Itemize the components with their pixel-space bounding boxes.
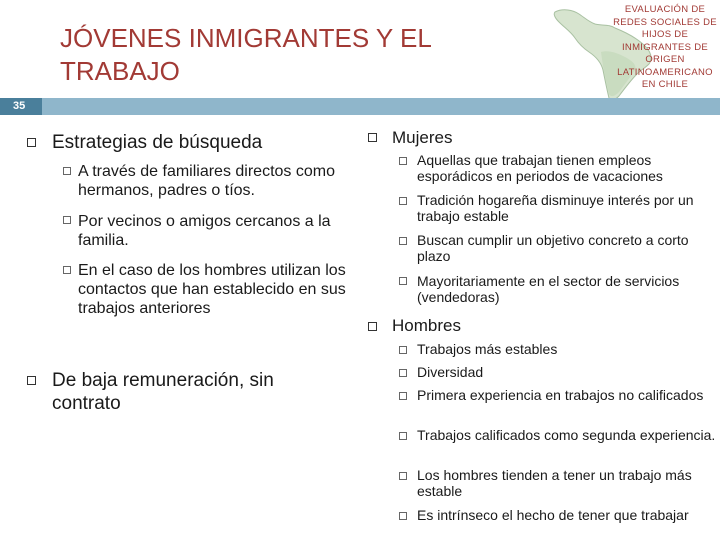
square-bullet-icon [399,157,407,165]
hombres-item: Es intrínseco el hecho de tener que trabajar [417,507,689,523]
mujeres-heading: Mujeres [392,128,453,147]
slide-number: 35 [0,98,42,115]
left-item: En el caso de los hombres utilizan los contactos que han establecido en sus trabajos anteriores [78,262,346,317]
square-bullet-icon [399,392,407,400]
square-bullet-icon [399,512,407,520]
header-bar-highlight [42,98,720,115]
hombres-item: Los hombres tienden a tener un trabajo más estable [417,467,692,499]
left-item: A través de familiares directos como hermanos, padres o tíos. [78,163,335,199]
square-bullet-icon [27,376,36,385]
hombres-item: Diversidad [417,364,484,380]
hombres-heading: Hombres [392,316,461,335]
square-bullet-icon [399,277,407,285]
square-bullet-icon [399,346,407,354]
square-bullet-icon [63,167,71,175]
square-bullet-icon [399,432,407,440]
mujeres-item: Buscan cumplir un objetivo concreto a corto plazo [417,232,689,264]
left-heading-strategies: Estrategias de búsqueda [52,132,263,153]
square-bullet-icon [27,138,36,147]
mujeres-item: Mayoritariamente en el sector de servicios (vendedoras) [417,273,680,305]
slide-title: JÓVENES INMIGRANTES Y EL TRABAJO [60,23,431,86]
slide-subtitle: EVALUACIÓN DE REDES SOCIALES DE HIJOS DE INMIGRANTES DE ORIGEN LATINOAMERICANO EN CHILE [613,4,717,90]
square-bullet-icon [399,472,407,480]
square-bullet-icon [368,322,377,331]
hombres-item: Trabajos más estables [417,341,558,357]
mujeres-item: Aquellas que trabajan tienen empleos esporádicos en periodos de vacaciones [417,152,663,184]
left-heading-pay: De baja remuneración, sin contrato [52,370,274,414]
square-bullet-icon [399,237,407,245]
square-bullet-icon [63,266,71,274]
hombres-item: Trabajos calificados como segunda experiencia. [417,427,716,443]
square-bullet-icon [399,197,407,205]
left-item: Por vecinos o amigos cercanos a la familia. [78,213,331,249]
square-bullet-icon [63,216,71,224]
mujeres-item: Tradición hogareña disminuye interés por un trabajo estable [417,192,694,224]
hombres-item: Primera experiencia en trabajos no calificados [417,387,704,403]
square-bullet-icon [399,369,407,377]
square-bullet-icon [368,133,377,142]
